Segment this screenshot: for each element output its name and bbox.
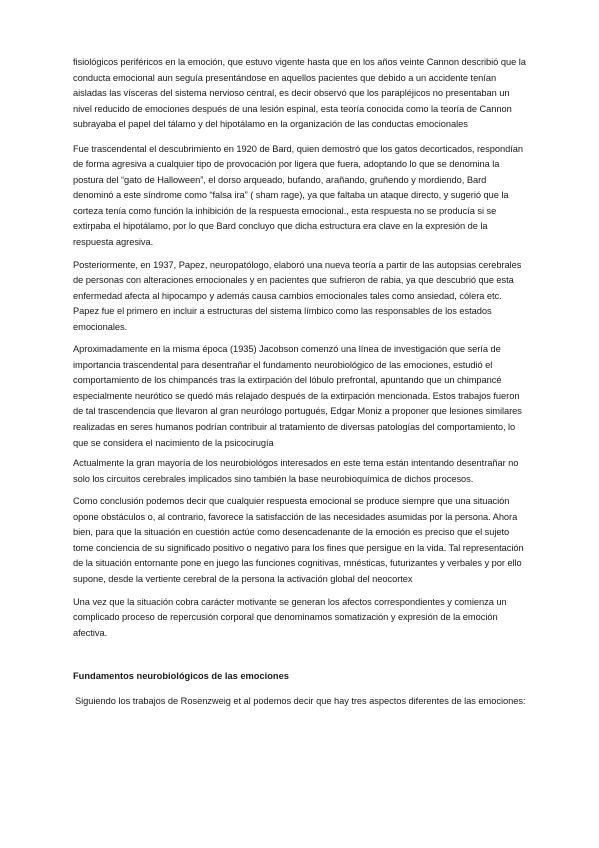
paragraph-jacobson-research: Aproximadamente en la misma época (1935) Jacobson comenzó una línea de investigación que sería de importancia trascendental para desentrañar el fundamento neurobiológico de las emociones, estudió el comportamiento de los chimpancés tras la extirpación del lóbulo prefrontal, apuntando que un chimpancé especialmente neurótico se quedó más relajado después de la extirpación mencionada. Estos trabajos fueron de tal trascendencia que llevaron al gran neurólogo portugués, Edgar Moniz a proponer que lesiones similares realizadas en seres humanos podrían contribuir al tratamiento de diversas patologías del comportamiento, lo que se considera el nacimiento de la psicocirugía bbox=[73, 344, 522, 448]
paragraph-rosenzweig: Siguiendo los trabajos de Rosenzweig et al podemos decir que hay tres aspectos diferentes de las emociones: bbox=[75, 695, 526, 706]
paragraph-papez-theory: Posteriormente, en 1937, Papez, neuropatólogo, elaboró una nueva teoría a partir de las autopsias cerebrales de personas con alteraciones emocionales y en pacientes que sufrieron de rabia, ya que descubrió que esta enfermedad afecta al hipocampo y además causa cambios emocionales tales como ansiedad, cólera etc. Papez fue el primero en incluir a estructuras del sistema límbico como las responsables de los estados emocionales. bbox=[73, 259, 522, 332]
paragraph-current-research: Actualmente la gran mayoría de los neurobiológos interesados en este tema están intentando desentrañar no solo los circuitos cerebrales implicados sino también la base neurobioquímica de dichos procesos. bbox=[73, 458, 519, 484]
paragraph-cannon-theory: fisiológicos periféricos en la emoción, que estuvo vigente hasta que en los años veinte Cannon describió que la conducta emocional aun seguía presentándose en aquellos pacientes que debido a un accidente tenían aisladas las vísceras del sistema nervioso central, es decir observó que los parapléjicos no presentaban un nivel reducido de emociones después de una lesión espinal, esta teoría conocida como la teoría de Cannon subrayaba el papel del tálamo y del hipotálamo en la organización de las conductas emocionales bbox=[73, 57, 526, 130]
section-heading: Fundamentos neurobiológicos de las emociones bbox=[73, 671, 289, 682]
paragraph-conclusion: Como conclusión podemos decir que cualquier respuesta emocional se produce siempre que una situación opone obstáculos o, al contrario, favorece la satisfacción de las necesidades asumidas por la persona. Ahora bien, para que la situación en cuestión actúe como desencadenante de la emoción es preciso que el sujeto tome conciencia de su significado positivo o negativo para los fines que persigue en la vida. Tal representación de la situación entornante pone en juego las funciones cognitivas, mnésticas, futurizantes y verbales y por ello supone, desde la vertiente cerebral de la persona la activación global del neocortex bbox=[73, 496, 524, 584]
paragraph-somatization: Una vez que la situación cobra carácter motivante se generan los afectos correspondientes y comienza un complicado proceso de repercusión corporal que denominamos somatización y expresión de la emoción afectiva. bbox=[73, 596, 507, 638]
paragraph-bard-discovery: Fue trascendental el descubrimiento en 1920 de Bard, quien demostró que los gatos decorticados, respondían de forma agresiva a cualquier tipo de provocación por ligera que fuera, adoptando lo que se denomina la postura del “gato de Halloween”, el dorso arqueado, bufando, arañando, gruñendo y mordiendo, Bard denominó a este síndrome como “falsa ira” ( sham rage), ya que faltaba un ataque directo, y sugerió que la corteza tenía como función la inhibición de la respuesta emocional., esta respuesta no se producía si se extirpaba el hipotálamo, por lo que Bard concluyo que dicha estructura era clave en la expresión de la respuesta agresiva. bbox=[73, 143, 524, 248]
document-body bbox=[73, 55, 529, 709]
